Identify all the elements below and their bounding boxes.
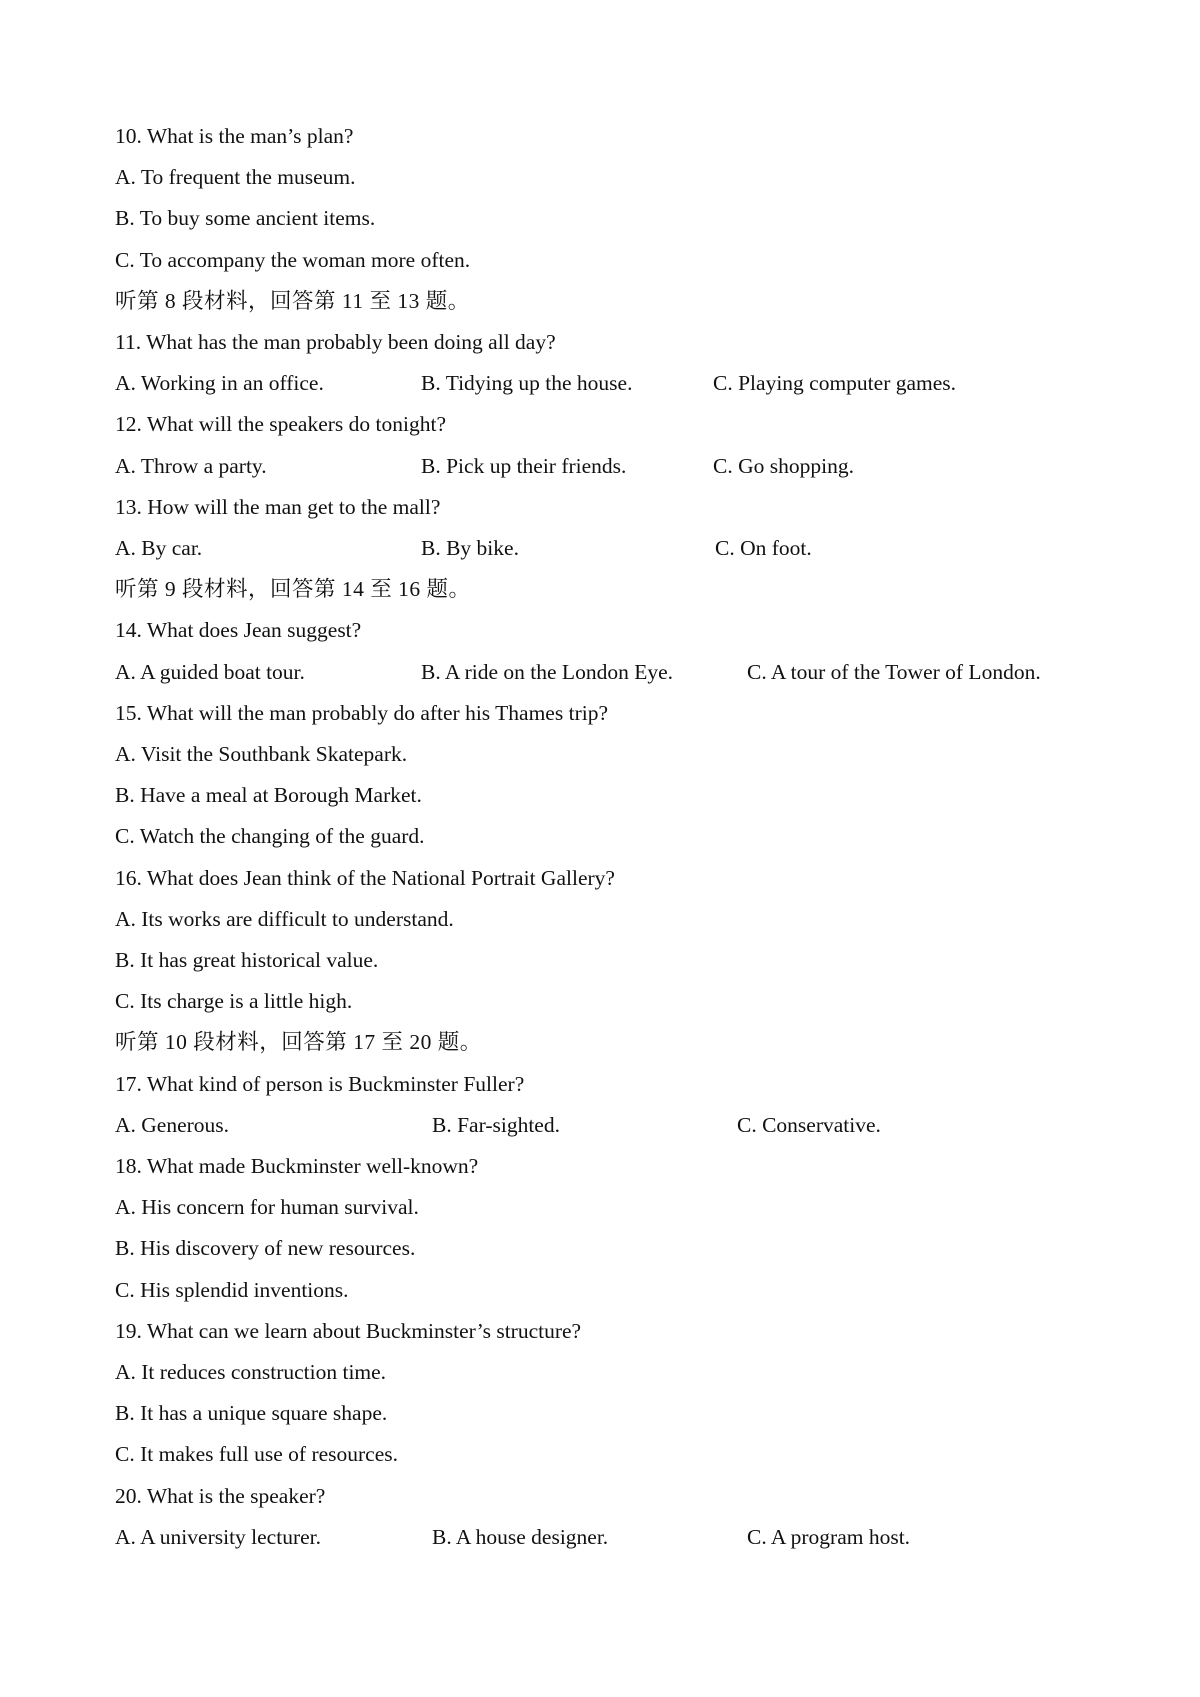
section-header [115,281,1115,322]
options-row [115,652,1115,693]
option-text [115,775,1115,816]
option-text: A. A university lecturer. [115,1524,322,1549]
option-text: B. By bike. [421,536,519,560]
option-text: A. Generous. [115,1112,230,1137]
option-text [115,1434,1115,1475]
question-text [115,610,1115,651]
option-text: B. Tidying up the house. [421,371,633,396]
option-text: B. Far-sighted. [432,1112,560,1137]
line-text: 14. What does Jean suggest? [115,618,362,643]
option-text: A. Working in an office. [115,371,324,396]
option-text [115,816,1115,857]
line-text: A. His concern for human survival. [115,1195,419,1220]
options-row [115,528,1115,569]
line-text: 13. How will the man get to the mall? [115,494,441,519]
options-row [115,1105,1115,1146]
line-text: 听第 8 段材料，回答第 11 至 13 题。 [115,288,470,313]
question-text [115,693,1115,734]
options-row [115,363,1115,404]
option-text: C. On foot. [715,536,812,560]
line-text: C. It makes full use of resources. [115,1442,399,1467]
line-text: 11. What has the man probably been doing all day? [115,330,556,354]
option-text [115,1352,1115,1393]
question-text [115,404,1115,445]
option-text [115,899,1115,940]
line-text: 12. What will the speakers do tonight? [115,412,446,437]
line-text: B. His discovery of new resources. [115,1236,416,1261]
option-text [115,157,1115,198]
question-text [115,322,1115,363]
option-text: C. Go shopping. [713,453,854,478]
line-text: 19. What can we learn about Buckminster’s structure? [115,1318,582,1343]
question-text [115,1064,1115,1105]
option-text: A. Throw a party. [115,453,267,478]
question-text [115,1146,1115,1187]
option-text [115,1270,1115,1311]
line-text: 10. What is the man’s plan? [115,124,354,148]
line-text: 16. What does Jean think of the National Portrait Gallery? [115,865,615,890]
option-text [115,940,1115,981]
line-text: 18. What made Buckminster well-known? [115,1154,479,1178]
option-text: A. By car. [115,536,203,560]
option-text [115,240,1115,281]
option-text [115,1393,1115,1434]
option-text: B. A ride on the London Eye. [421,659,673,684]
question-text [115,487,1115,528]
line-text: C. Its charge is a little high. [115,989,353,1014]
line-text: B. To buy some ancient items. [115,206,376,231]
line-text: B. It has a unique square shape. [115,1401,388,1426]
line-text: A. It reduces construction time. [115,1360,387,1384]
line-text: A. To frequent the museum. [115,165,356,190]
line-text: A. Visit the Southbank Skatepark. [115,742,408,766]
line-text: 听第 10 段材料，回答第 17 至 20 题。 [115,1030,482,1055]
option-text: C. A tour of the Tower of London. [747,659,1041,684]
question-text [115,1476,1115,1517]
line-text: 听第 9 段材料，回答第 14 至 16 题。 [115,577,471,602]
section-header [115,1022,1115,1063]
option-text: C. A program host. [747,1524,911,1549]
line-text: C. To accompany the woman more often. [115,247,471,272]
option-text [115,1187,1115,1228]
options-row [115,446,1115,487]
option-text: C. Playing computer games. [713,371,957,396]
line-text: C. His splendid inventions. [115,1277,349,1302]
line-text: B. It has great historical value. [115,948,379,972]
line-text: B. Have a meal at Borough Market. [115,783,422,808]
question-text [115,858,1115,899]
option-text: B. Pick up their friends. [421,453,627,478]
question-text [115,116,1115,157]
line-text: 17. What kind of person is Buckminster Fuller? [115,1071,525,1096]
line-text: 20. What is the speaker? [115,1483,326,1508]
option-text [115,734,1115,775]
option-text [115,981,1115,1022]
options-row [115,1517,1115,1558]
question-text [115,1311,1115,1352]
option-text: B. A house designer. [432,1524,609,1549]
line-text: C. Watch the changing of the guard. [115,824,425,849]
section-header [115,569,1115,610]
line-text: A. Its works are difficult to understand. [115,906,454,931]
option-text: C. Conservative. [737,1112,881,1137]
option-text: A. A guided boat tour. [115,659,305,684]
option-text [115,1228,1115,1269]
option-text [115,198,1115,239]
line-text: 15. What will the man probably do after his Thames trip? [115,700,608,725]
